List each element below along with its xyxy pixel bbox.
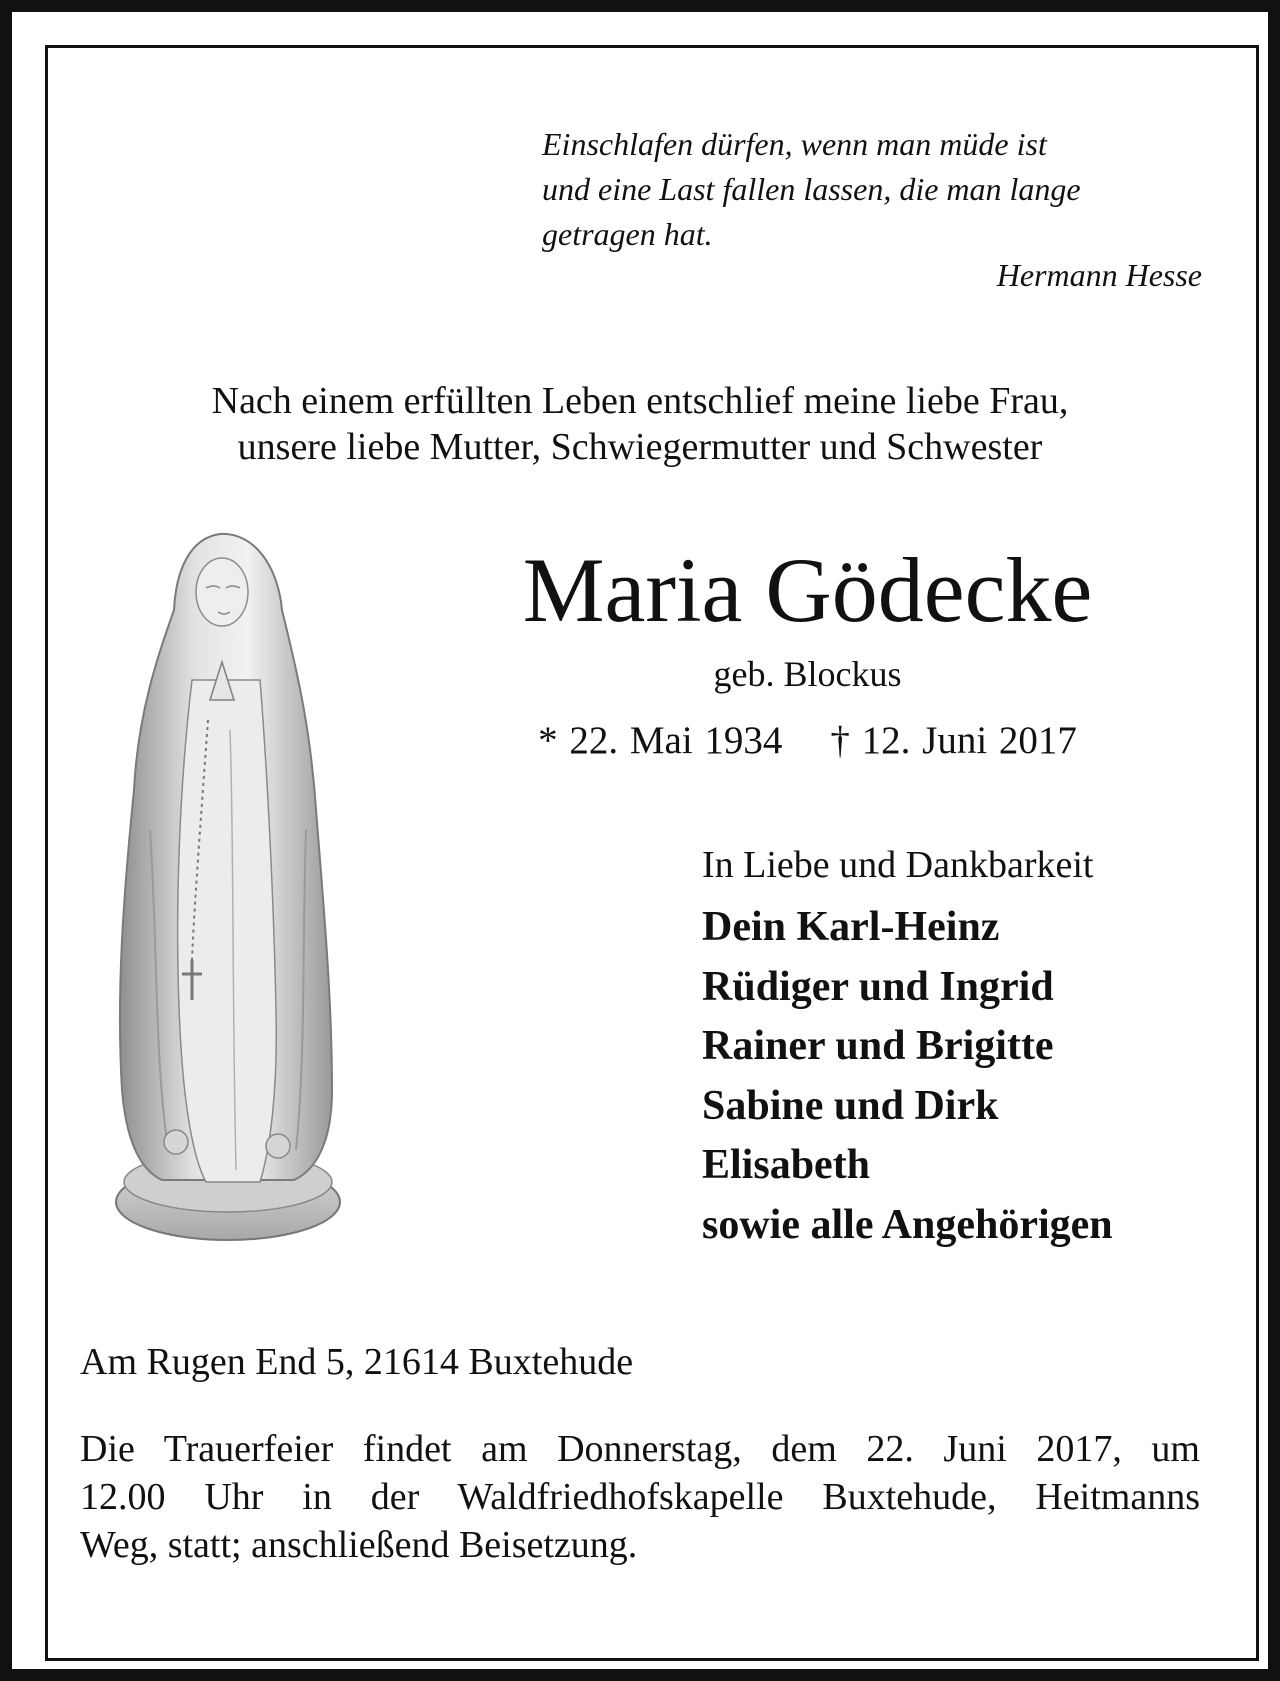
madonna-statue-icon (110, 530, 350, 1250)
address: Am Rugen End 5, 21614 Buxtehude (80, 1341, 634, 1383)
mourner-name: sowie alle Angehörigen (702, 1201, 1113, 1248)
quote-line: und eine Last fallen lassen, die man lange (542, 171, 1081, 207)
ceremony-line: Die Trauerfeier findet am Donnerstag, dem 22. Juni 2017, um (80, 1428, 1200, 1470)
hesse-quote (542, 122, 1207, 257)
intro-line: unsere liebe Mutter, Schwiegermutter und Schwester (237, 426, 1043, 468)
life-dates (440, 718, 1175, 763)
quote-author: Hermann Hesse (996, 257, 1202, 293)
thanks-line: In Liebe und Dankbarkeit (702, 844, 1094, 886)
quote-line: getragen hat. (542, 216, 713, 252)
mourner-name: Elisabeth (702, 1142, 871, 1188)
deceased-name: Maria Gödecke (522, 539, 1093, 641)
intro-text (60, 378, 1220, 470)
intro-line: Nach einem erfüllten Leben entschlief meine liebe Frau, (211, 380, 1069, 422)
death-date: † 12. Juni 2017 (830, 719, 1077, 762)
mourner-name: Sabine und Dirk (702, 1082, 999, 1129)
ceremony-line: 12.00 Uhr in der Waldfriedhofskapelle Buxtehude, Heitmanns (80, 1476, 1200, 1518)
birth-date: * 22. Mai 1934 (538, 719, 783, 762)
quote-line: Einschlafen dürfen, wenn man müde ist (542, 126, 1047, 162)
ceremony-line: Weg, statt; anschließend Beisetzung. (80, 1524, 638, 1566)
mourner-name: Rüdiger und Ingrid (702, 963, 1054, 1010)
mourner-name: Dein Karl-Heinz (702, 904, 1000, 950)
ceremony-info (80, 1425, 1200, 1569)
birth-name: geb. Blockus (713, 654, 902, 694)
mourner-name: Rainer und Brigitte (702, 1023, 1054, 1069)
mourner-names (702, 898, 1113, 1255)
